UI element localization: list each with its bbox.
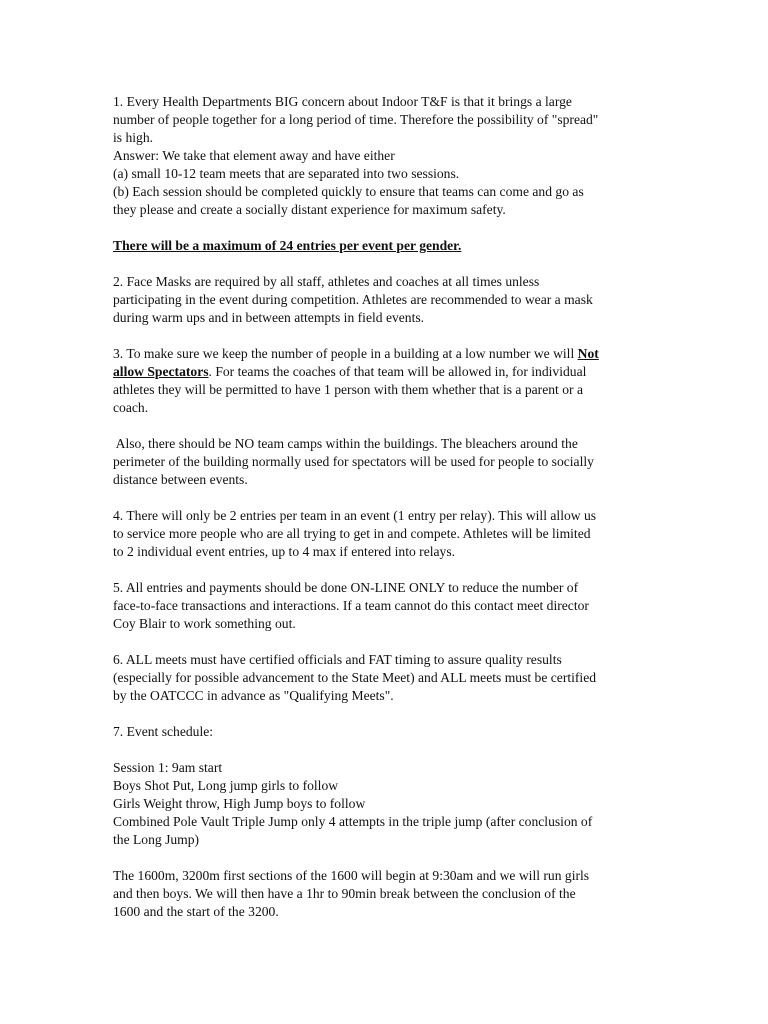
text-line xyxy=(113,363,659,381)
text-line: Girls Weight throw, High Jump boys to follow xyxy=(113,796,366,811)
paragraph-spectators xyxy=(113,345,659,417)
text-line: 1. Every Health Departments BIG concern about Indoor T&F is that it brings a large xyxy=(113,94,572,109)
paragraph-session-1 xyxy=(113,759,659,849)
paragraph-team-camps xyxy=(113,435,659,489)
text-line: to service more people who are all trying to get in and compete. Athletes will be limited xyxy=(113,526,591,541)
text-line: 4. There will only be 2 entries per team in an event (1 entry per relay). This will allow us xyxy=(113,508,597,523)
paragraph-distance-races xyxy=(113,867,659,921)
text-line: The 1600m, 3200m first sections of the 1600 will begin at 9:30am and we will run girls xyxy=(113,868,590,883)
text-line: distance between events. xyxy=(113,472,248,487)
max-entries-notice: There will be a maximum of 24 entries per event per gender. xyxy=(113,238,462,253)
section-heading: 7. Event schedule: xyxy=(113,724,214,739)
text-line: they please and create a socially distant experience for maximum safety. xyxy=(113,202,506,217)
paragraph-health-concern xyxy=(113,93,659,219)
text-line: (especially for possible advancement to the State Meet) and ALL meets must be certified xyxy=(113,670,597,685)
text-line: perimeter of the building normally used for spectators will be used for people to socially xyxy=(113,454,594,469)
text-line: 2. Face Masks are required by all staff, athletes and coaches at all times unless xyxy=(113,274,540,289)
text-line: 6. ALL meets must have certified officials and FAT timing to assure quality results xyxy=(113,652,562,667)
paragraph-event-schedule-heading xyxy=(113,723,659,741)
text-line: (b) Each session should be completed quickly to ensure that teams can come and go as xyxy=(113,184,584,199)
allow-spectators-emphasis: allow Spectators xyxy=(113,364,209,379)
paragraph-max-entries xyxy=(113,237,659,255)
paragraph-face-masks xyxy=(113,273,659,327)
text-line: coach. xyxy=(113,400,149,415)
paragraph-certified-officials xyxy=(113,651,659,705)
paragraph-entries-per-team xyxy=(113,507,659,561)
text-line: to 2 individual event entries, up to 4 max if entered into relays. xyxy=(113,544,456,559)
text-segment: . For teams the coaches of that team will be allowed in, for individual xyxy=(208,364,587,379)
text-line: by the OATCCC in advance as "Qualifying Meets". xyxy=(113,688,394,703)
text-line xyxy=(113,345,659,363)
text-line: the Long Jump) xyxy=(113,832,200,847)
text-line: Session 1: 9am start xyxy=(113,760,223,775)
document-page xyxy=(113,93,659,939)
text-line: during warm ups and in between attempts in field events. xyxy=(113,310,425,325)
text-line: athletes they will be permitted to have 1 person with them whether that is a parent or a xyxy=(113,382,583,397)
text-line: participating in the event during competition. Athletes are recommended to wear a mask xyxy=(113,292,593,307)
text-line: 1600 and the start of the 3200. xyxy=(113,904,279,919)
not-allow-emphasis: Not xyxy=(577,346,599,361)
paragraph-online-entries xyxy=(113,579,659,633)
text-line: (a) small 10-12 team meets that are separated into two sessions. xyxy=(113,166,460,181)
text-segment: 3. To make sure we keep the number of people in a building at a low number we will xyxy=(113,346,578,361)
text-line: Coy Blair to work something out. xyxy=(113,616,296,631)
text-line: Boys Shot Put, Long jump girls to follow xyxy=(113,778,339,793)
text-line: Combined Pole Vault Triple Jump only 4 attempts in the triple jump (after conclusion of xyxy=(113,814,593,829)
text-line: is high. xyxy=(113,130,154,145)
text-line: and then boys. We will then have a 1hr to 90min break between the conclusion of the xyxy=(113,886,576,901)
text-line: Answer: We take that element away and have either xyxy=(113,148,395,163)
text-line: number of people together for a long period of time. Therefore the possibility of "spread" xyxy=(113,112,599,127)
text-line: Also, there should be NO team camps within the buildings. The bleachers around the xyxy=(113,436,578,451)
text-line: 5. All entries and payments should be done ON-LINE ONLY to reduce the number of xyxy=(113,580,579,595)
text-line: face-to-face transactions and interactions. If a team cannot do this contact meet director xyxy=(113,598,589,613)
